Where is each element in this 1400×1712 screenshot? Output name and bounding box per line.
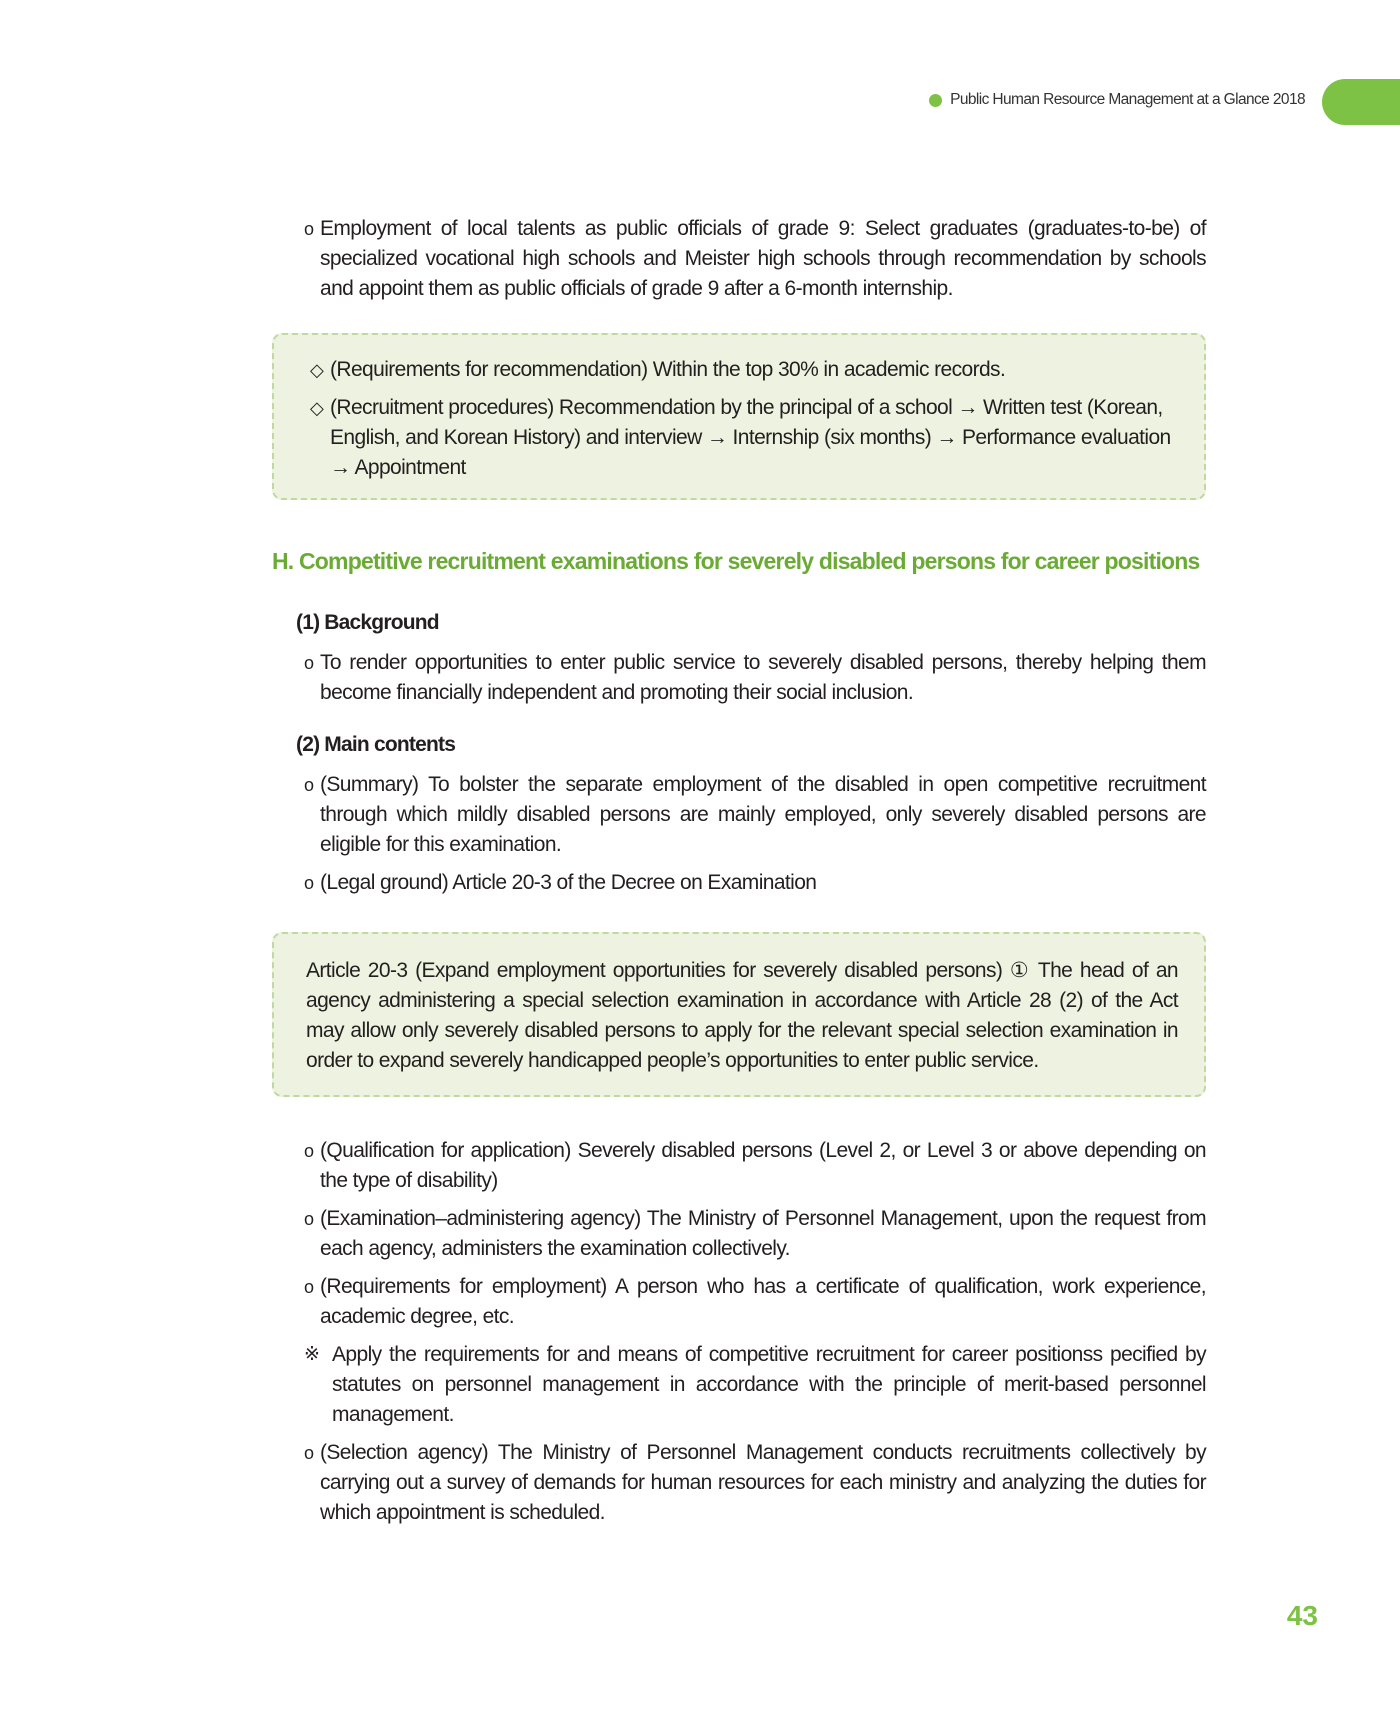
selection-agency-text: (Selection agency) The Ministry of Personnel Management conducts recruitments collectively by carrying out a survey of demands for human resources for each ministry and analyzing the duties for which appointment is scheduled. (320, 1441, 1206, 1524)
box-item (310, 393, 1178, 483)
reference-note-text: Apply the requirements for and means of competitive recruitment for career positionss pecified by statutes on personnel management in accordance with the principle of merit-based personnel management. (332, 1343, 1206, 1426)
intro-bullet (272, 214, 1206, 304)
bullet-mark: o (304, 1277, 314, 1297)
intro-block (272, 214, 1206, 304)
summary-bullet (272, 770, 1206, 860)
running-header (929, 91, 1305, 109)
background-heading: (1) Background (296, 611, 439, 634)
main-contents-heading: (2) Main contents (296, 733, 456, 756)
background-text: To render opportunities to enter public service to severely disabled persons, thereby helping them become financially independent and promoting their social inclusion. (320, 651, 1206, 704)
running-title: Public Human Resource Management at a Glance 2018 (950, 91, 1305, 108)
bullet-mark: o (304, 873, 314, 893)
diamond-mark: ◇ (310, 398, 324, 418)
details-block (272, 1136, 1206, 1528)
main-contents-block (272, 770, 1206, 898)
bullet-mark: o (304, 1141, 314, 1161)
reference-note (272, 1340, 1206, 1430)
bullet-mark: o (304, 775, 314, 795)
requirements-bullet (272, 1272, 1206, 1332)
bullet-mark: o (304, 219, 314, 239)
qualification-text: (Qualification for application) Severely disabled persons (Level 2, or Level 3 or above depending on the type of disability) (320, 1139, 1206, 1192)
agency-bullet (272, 1204, 1206, 1264)
background-block (272, 648, 1206, 708)
box-item-text: (Recruitment procedures) Recommendation by the principal of a school → Written test (Korean, English, and Korean History) and interview → Internship (six months) → Performance evaluation → Appointment (330, 396, 1171, 479)
chapter-tab (1322, 79, 1400, 125)
legal-ground-bullet (272, 868, 1206, 898)
bullet-mark: o (304, 653, 314, 673)
reference-mark: ※ (304, 1344, 320, 1365)
selection-agency-bullet (272, 1438, 1206, 1528)
diamond-mark: ◇ (310, 360, 324, 380)
page-number: 43 (1286, 1600, 1318, 1631)
article-text: Article 20-3 (Expand employment opportunities for severely disabled persons) ① The head of an agency administering a special selection examination in accordance with Article 28 (2) of the Act may allow only severely disabled persons to apply for the relevant special selection examination in order to expand severely handicapped people’s opportunities to enter public service. (306, 959, 1178, 1072)
background-bullet (272, 648, 1206, 708)
qualification-bullet (272, 1136, 1206, 1196)
section-title: H. Competitive recruitment examinations for severely disabled persons for career positions (272, 548, 1200, 574)
header-dot-icon (929, 94, 942, 107)
recommendation-box (272, 333, 1206, 500)
box-item-text: (Requirements for recommendation) Within the top 30% in academic records. (330, 358, 1006, 381)
summary-text: (Summary) To bolster the separate employment of the disabled in open competitive recruitment through which mildly disabled persons are mainly employed, only severely disabled persons are eligible for this examination. (320, 773, 1206, 856)
bullet-mark: o (304, 1443, 314, 1463)
legal-ground-text: (Legal ground) Article 20-3 of the Decree on Examination (320, 871, 817, 894)
agency-text: (Examination–administering agency) The Ministry of Personnel Management, upon the request from each agency, administers the examination collectively. (320, 1207, 1206, 1260)
requirements-text: (Requirements for employment) A person who has a certificate of qualification, work experience, academic degree, etc. (320, 1275, 1206, 1328)
bullet-mark: o (304, 1209, 314, 1229)
intro-bullet-text: Employment of local talents as public officials of grade 9: Select graduates (graduates-to-be) of specialized vocational high schools and Meister high schools through recommendation by schools and appoint them as public officials of grade 9 after a 6-month internship. (320, 217, 1206, 300)
article-box (272, 932, 1206, 1097)
box-item (310, 355, 1178, 385)
